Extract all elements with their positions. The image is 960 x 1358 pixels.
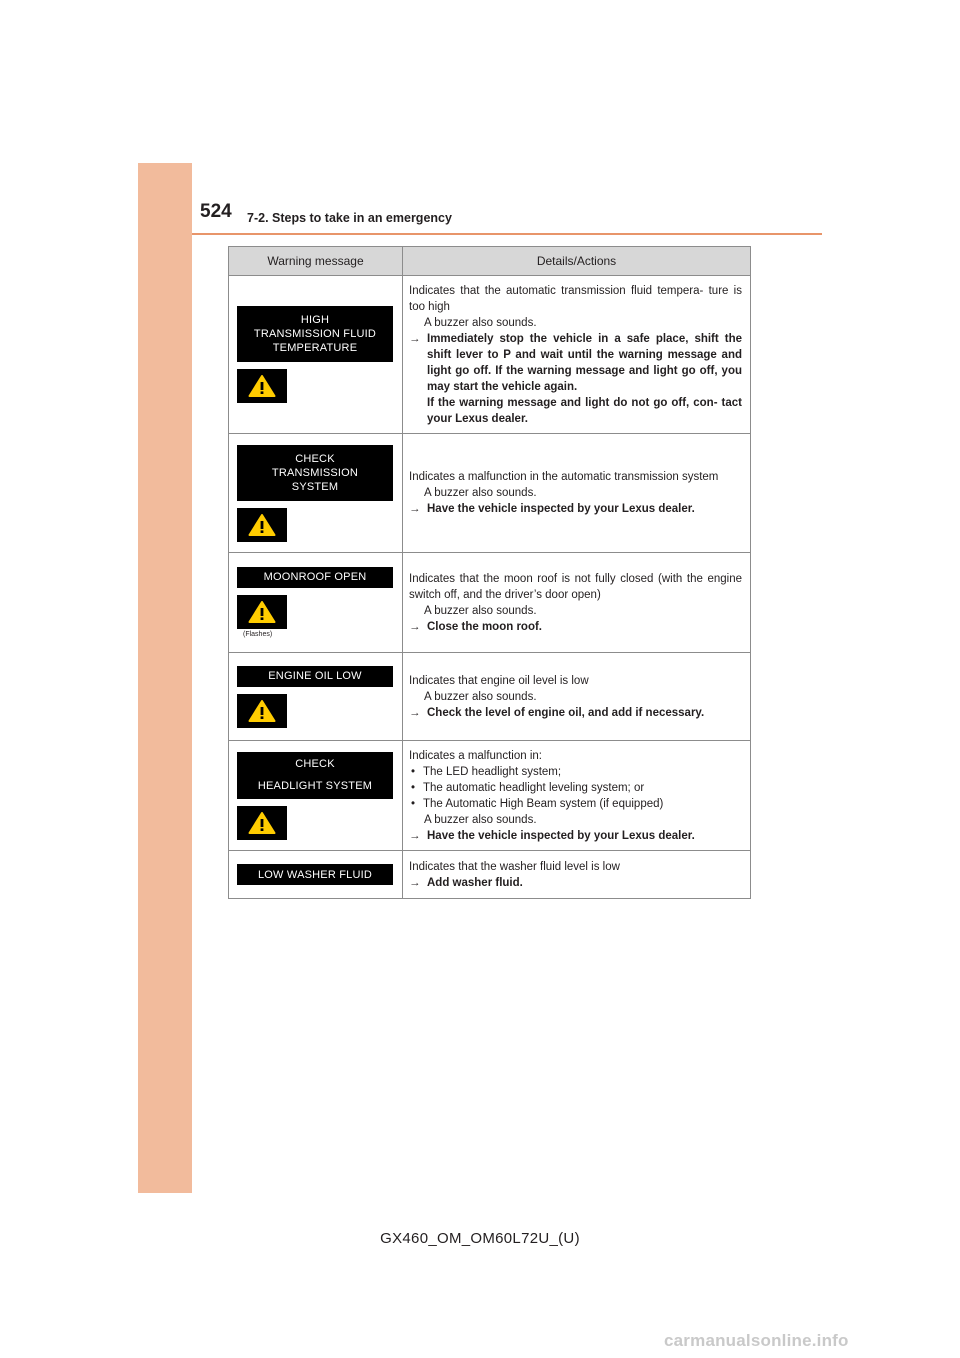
warning-triangle-icon: [237, 595, 287, 629]
warning-message-table: [228, 246, 751, 899]
warning-message-cell: [229, 434, 403, 553]
description-text: Indicates that the automatic transmission fluid tempera- ture is too high: [409, 284, 742, 313]
message-line: MOONROOF OPEN: [263, 571, 367, 583]
message-line: HEADLIGHT SYSTEM: [257, 780, 373, 792]
warning-message-cell: [229, 276, 403, 434]
page-number: 524: [200, 201, 232, 222]
description-text: Indicates a malfunction in the automatic transmission system: [409, 471, 719, 483]
description-text: Indicates a malfunction in:: [409, 749, 542, 762]
message-line: CHECK: [295, 758, 335, 770]
buzzer-note: A buzzer also sounds.: [424, 690, 537, 703]
arrow-icon: →: [409, 829, 421, 842]
message-line: SYSTEM: [291, 480, 339, 493]
message-line: HIGH: [300, 314, 330, 326]
flashes-note: (Flashes): [243, 630, 273, 638]
action-text: → Add washer fluid.: [409, 876, 523, 889]
buzzer-note: A buzzer also sounds.: [424, 316, 537, 329]
bullet-item: • The LED headlight system;: [411, 765, 562, 778]
warning-triangle-icon: [237, 806, 287, 840]
details-cell: [403, 741, 751, 851]
header-rule: [192, 233, 822, 235]
message-line: ENGINE OIL LOW: [268, 670, 362, 682]
message-line: CHECK: [295, 452, 335, 465]
warning-message-cell: [229, 851, 403, 899]
table-row: [229, 851, 751, 899]
section-title: 7-2. Steps to take in an emergency: [247, 211, 452, 225]
column-header-details-actions: Details/Actions: [403, 247, 751, 276]
details-cell: [403, 434, 751, 553]
message-line: TEMPERATURE: [272, 342, 358, 354]
action-text: → Check the level of engine oil, and add if necessary.: [409, 706, 705, 719]
warning-message-display: [237, 445, 393, 501]
side-color-band: [138, 163, 192, 1193]
table-row: [229, 741, 751, 851]
warning-message-display: [237, 752, 393, 799]
warning-triangle-icon: [237, 694, 287, 728]
buzzer-note: A buzzer also sounds.: [424, 604, 537, 617]
table-row: [229, 553, 751, 653]
action-text: If the warning message and light do not go off, con- tact your Lexus dealer.: [427, 396, 742, 425]
warning-message-display: [237, 864, 393, 885]
description-text: Indicates that the moon roof is not fully closed (with the engine switch off, and the driver’s door open): [409, 572, 742, 601]
details-cell: [403, 851, 751, 899]
warning-message-cell: [229, 741, 403, 851]
column-header-warning-message: Warning message: [229, 247, 403, 276]
message-line: TRANSMISSION: [271, 466, 359, 479]
arrow-icon: →: [409, 876, 421, 889]
document-code: GX460_OM_OM60L72U_(U): [380, 1230, 580, 1247]
arrow-icon: →: [409, 503, 421, 515]
warning-message-cell: [229, 553, 403, 653]
buzzer-note: A buzzer also sounds.: [424, 487, 537, 499]
table-row: [229, 434, 751, 553]
warning-message-display: [237, 306, 393, 362]
bullet-item: • The automatic headlight leveling system; or: [411, 781, 645, 794]
description-text: Indicates that engine oil level is low: [409, 674, 589, 687]
warning-triangle-icon: [237, 369, 287, 403]
action-text: → Have the vehicle inspected by your Lexus dealer.: [409, 829, 695, 842]
message-line: TRANSMISSION FLUID: [253, 328, 377, 340]
warning-message-display: [237, 666, 393, 687]
bullet-item: • The Automatic High Beam system (if equipped): [411, 797, 664, 810]
details-cell: [403, 276, 751, 434]
warning-triangle-icon: [237, 508, 287, 542]
arrow-icon: →: [409, 332, 421, 345]
warning-message-display: [237, 567, 393, 588]
table-row: [229, 276, 751, 434]
warning-message-cell: [229, 653, 403, 741]
buzzer-note: A buzzer also sounds.: [424, 813, 537, 826]
action-text: → Have the vehicle inspected by your Lexus dealer.: [409, 503, 695, 515]
details-cell: [403, 553, 751, 653]
arrow-icon: →: [409, 620, 421, 633]
message-line: LOW WASHER FLUID: [257, 868, 373, 881]
description-text: Indicates that the washer fluid level is low: [409, 860, 620, 873]
table-header-row: [229, 247, 751, 276]
details-cell: [403, 653, 751, 741]
action-text: → Immediately stop the vehicle in a safe place, shift the shift lever to P and wait until the warning message and light go off. If the warning message and light go off, you may start the vehicle again.: [409, 332, 742, 393]
site-watermark: carmanualsonline.info: [664, 1331, 849, 1350]
arrow-icon: →: [409, 706, 421, 719]
table-row: [229, 653, 751, 741]
action-text: → Close the moon roof.: [409, 620, 542, 633]
